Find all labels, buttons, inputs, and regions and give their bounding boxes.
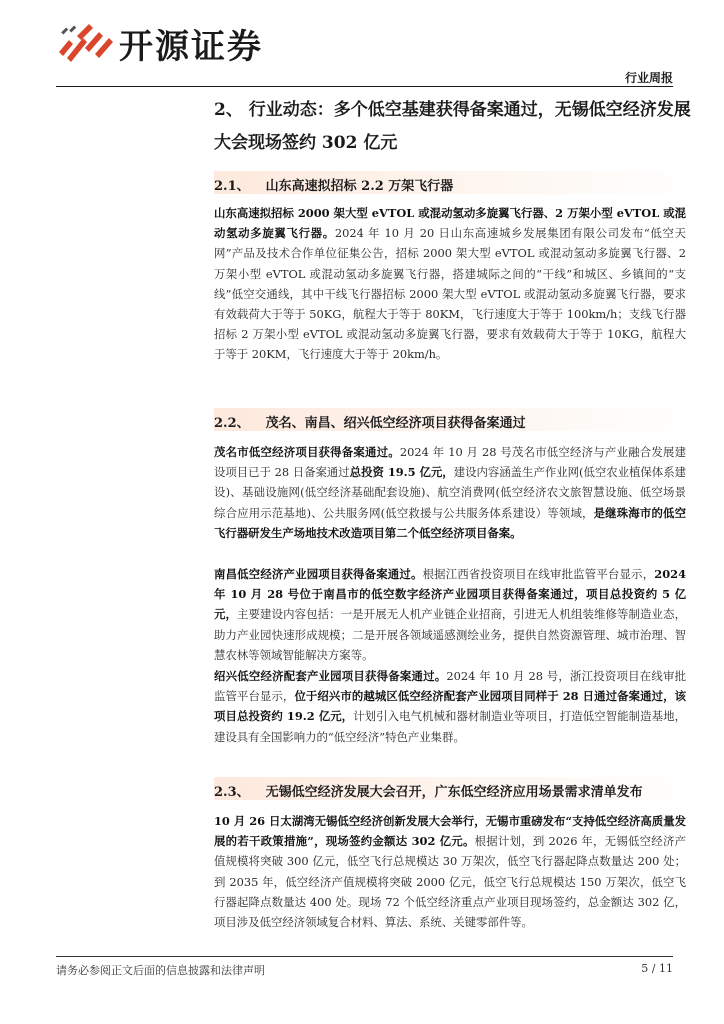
paragraph-lead: 南昌低空经济产业园项目获得备案通过。 <box>214 567 423 581</box>
paragraph-bold: 位于绍兴市的越城区低空经济配套产业园项目同样于 28 日通过备案通过，该项目总投资约 19.2 亿元， <box>214 689 686 724</box>
subsection-heading-2-2 <box>214 412 526 431</box>
header-divider <box>56 86 673 87</box>
paragraph <box>214 564 686 665</box>
subsection-title: 无锡低空经济发展大会召开，广东低空经济应用场景需求清单发布 <box>265 785 643 800</box>
footer-divider <box>56 956 673 957</box>
paragraph-lead: 山东高速拟招标 2000 架大型 eVTOL 或混动氢动多旋翼飞行器、2 万架小型 eVTOL 或混动氢动多旋翼飞行器。 <box>214 206 686 241</box>
paragraph-text: 2024 年 10 月 20 日山东高速城乡发展集团有限公司发布“低空天网”产品及技术合作单位征集公告，招标 2000 架大型 eVTOL 或混动氢动多旋翼飞行器、2 万架小型 eVTOL 或混动氢动多旋翼飞行器，搭建城际之间的“干线”和城区、乡镇间的“支线”低空交通线，其中干线飞行器招标 2000 架大型 eVTOL 或混动氢动多旋翼飞行器，要求有效载荷大于等于 50KG，航程大于等于 80KM，飞行速度大于等于 100km/h；支线飞行器招标 2 万架小型 eVTOL 或混动氢动多旋翼飞行器，要求有效载荷大于等于 10KG，航程大于等于 20KM，飞行速度大于等于 20km/h。 <box>214 226 686 362</box>
paragraph-text: 根据计划，到 2026 年，无锡低空经济产值规模将突破 300 亿元，低空飞行总规模达 30 万架次，低空飞行器起降点数量达 200 处；到 2035 年，低空经济产值规模将突破 2000 亿元，低空飞行总规模达 150 万架次，低空飞行器起降点数量达 400 处。现场 72 个低空经济重点产业项目现场签约，总金额达 302 亿，项目涉及低空经济领域复合材料、算法、系统、关键零部件等。 <box>214 834 687 930</box>
paragraph <box>214 203 686 365</box>
paragraph-lead: 10 月 26 日太湖湾无锡低空经济创新发展大会举行，无锡市重磅发布“支持低空经济高质量发展的若干政策措施”，现场签约金额达 302 亿元。 <box>214 814 686 849</box>
subsection-number: 2.3、 <box>214 785 250 800</box>
brand-name: 开源证券 <box>119 26 263 67</box>
paragraph-bold: 是继珠海市的低空飞行器研发生产场地技术改造项目第二个低空经济项目备案。 <box>214 505 686 540</box>
paragraph-lead: 绍兴低空经济配套产业园项目获得备案通过。 <box>214 669 447 683</box>
subsection-heading-2-3 <box>214 781 643 800</box>
paragraph-text: 主要建设内容包括：一是开展无人机产业链企业招商，引进无人机组装维修等制造业态，助力产业园快速形成规模；二是开展各领域遥感测绘业务，提供自然资源管理、城市治理、智慧农林等领域智能解决方案等。 <box>214 607 686 662</box>
paragraph <box>214 811 686 932</box>
paragraph-lead: 茂名市低空经济项目获得备案通过。 <box>214 445 400 459</box>
paragraph-text: 2024 年 10 月 28 号茂名市低空经济与产业融合发展建设项目已于 28 日备案通过 <box>214 445 686 480</box>
subsection-title: 山东高速拟招标 2.2 万架飞行器 <box>265 179 454 194</box>
paragraph-text: 计划引入电气机械和器材制造业等项目，打造低空智能制造基地，建设具有全国影响力的“低空经济”特色产业集群。 <box>214 709 686 744</box>
subsection-number: 2.2、 <box>214 416 250 431</box>
paragraph <box>214 666 686 747</box>
page-number: 5 / 11 <box>641 962 673 975</box>
paragraph-text: 2024 年 10 月 28 号，浙江投资项目在线审批监管平台显示， <box>214 669 686 704</box>
kaiyuan-logo-icon <box>55 22 117 64</box>
paragraph-bold: 总投资 19.5 亿元， <box>349 465 454 480</box>
paragraph-bold: 2024 年 10 月 28 号位于南昌市的低空数字经济产业园项目获得备案通过，项目总投资约 5 亿元， <box>214 567 686 622</box>
brand-logo <box>55 22 285 67</box>
subsection-title: 茂名、南昌、绍兴低空经济项目获得备案通过 <box>265 416 526 431</box>
paragraph-text: 根据江西省投资项目在线审批监管平台显示， <box>422 567 655 581</box>
section-title: 2、 行业动态：多个低空基建获得备案通过，无锡低空经济发展大会现场签约 302 亿元 <box>214 100 691 153</box>
subsection-heading-2-1 <box>214 175 453 194</box>
paragraph <box>214 442 686 543</box>
footer-disclaimer: 请务必参阅正文后面的信息披露和法律声明 <box>56 964 265 977</box>
report-type-label: 行业周报 <box>624 71 673 85</box>
subsection-number: 2.1、 <box>214 179 250 194</box>
paragraph-text: 建设内容涵盖生产作业网(低空农业植保体系建设)、基础设施网(低空经济基础配套设施)、航空消费网(低空经济农文旅智慧设施、低空场景综合应用示范基地)、公共服务网(低空救援与公共服务体系建设）等领域， <box>214 465 686 520</box>
